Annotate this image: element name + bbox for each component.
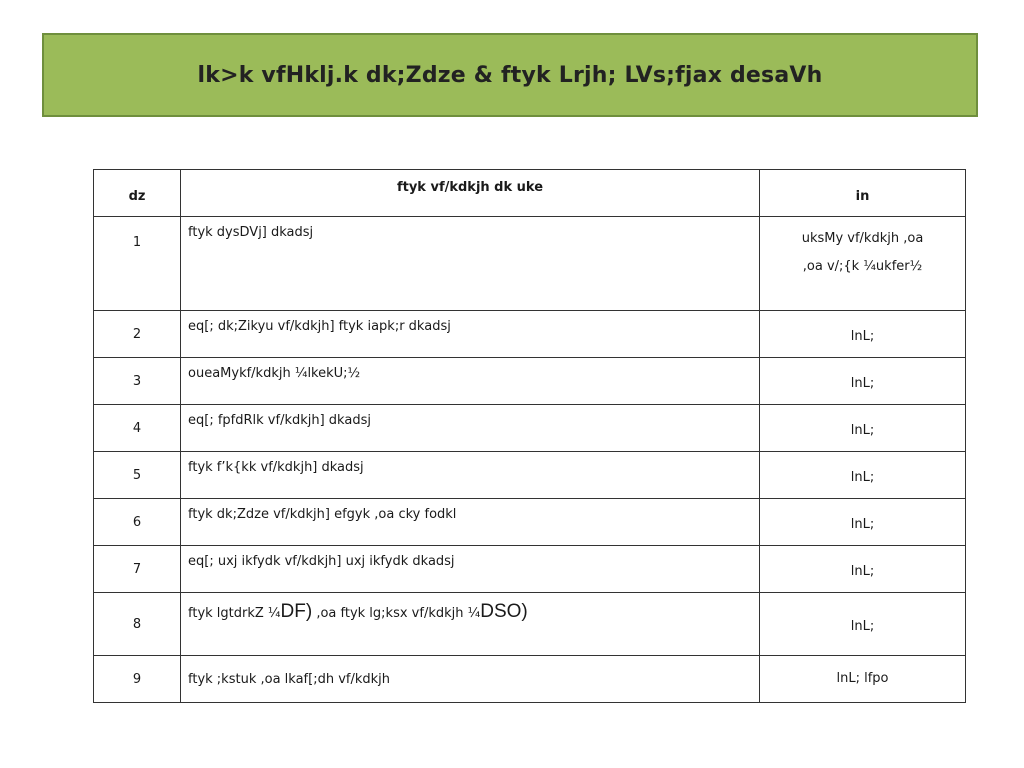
row-description-part: ,oa ftyk lg;ksx vf/kdkjh ¼ bbox=[312, 606, 481, 621]
table-row bbox=[94, 593, 966, 656]
row-post: lnL; bbox=[760, 546, 966, 593]
slide-title: lk>k vfHklj.k dk;Zdze & ftyk Lrjh; LVs;fjax desaVh bbox=[197, 62, 823, 88]
table-header-row bbox=[94, 170, 966, 217]
row-post: lnL; bbox=[760, 593, 966, 656]
row-post: lnL; lfpo bbox=[760, 656, 966, 703]
row-post-line: uksMy vf/kdkjh ,oa bbox=[801, 231, 924, 246]
table-row bbox=[94, 217, 966, 311]
title-banner bbox=[42, 33, 978, 117]
row-description: ftyk dk;Zdze vf/kdkjh] efgyk ,oa cky fodkl bbox=[181, 499, 760, 546]
table-row bbox=[94, 546, 966, 593]
row-post: lnL; bbox=[760, 405, 966, 452]
row-description-abbrev: DSO) bbox=[480, 601, 528, 622]
row-description: ftyk ;kstuk ,oa lkaf[;dh vf/kdkjh bbox=[181, 656, 760, 703]
row-description: ftyk f’k{kk vf/kdkjh] dkadsj bbox=[181, 452, 760, 499]
table-row bbox=[94, 358, 966, 405]
table-row bbox=[94, 311, 966, 358]
row-description: oueaMykf/kdkjh ¼lkekU;½ bbox=[181, 358, 760, 405]
row-post: lnL; bbox=[760, 499, 966, 546]
row-number: 6 bbox=[94, 499, 181, 546]
row-number: 5 bbox=[94, 452, 181, 499]
row-description: eq[; uxj ikfydk vf/kdkjh] uxj ikfydk dkadsj bbox=[181, 546, 760, 593]
table-row bbox=[94, 499, 966, 546]
table-row bbox=[94, 452, 966, 499]
row-number: 3 bbox=[94, 358, 181, 405]
row-post: lnL; bbox=[760, 311, 966, 358]
row-number: 7 bbox=[94, 546, 181, 593]
header-post: in bbox=[760, 170, 966, 217]
row-post: lnL; bbox=[760, 358, 966, 405]
officials-table bbox=[93, 169, 966, 703]
header-description: ftyk vf/kdkjh dk uke bbox=[181, 170, 760, 217]
row-description: eq[; fpfdRlk vf/kdkjh] dkadsj bbox=[181, 405, 760, 452]
row-description-abbrev: DF) bbox=[280, 601, 313, 622]
table-row bbox=[94, 656, 966, 703]
table-row bbox=[94, 405, 966, 452]
row-number: 1 bbox=[94, 217, 181, 311]
row-description: eq[; dk;Zikyu vf/kdkjh] ftyk iapk;r dkadsj bbox=[181, 311, 760, 358]
row-number: 9 bbox=[94, 656, 181, 703]
header-number: dz bbox=[94, 170, 181, 217]
row-number: 2 bbox=[94, 311, 181, 358]
row-post bbox=[760, 217, 966, 311]
row-post: lnL; bbox=[760, 452, 966, 499]
row-number: 8 bbox=[94, 593, 181, 656]
row-post-line: ,oa v/;{k ¼ukfer½ bbox=[802, 259, 923, 274]
row-description-part: ftyk lgtdrkZ ¼ bbox=[188, 606, 281, 621]
row-number: 4 bbox=[94, 405, 181, 452]
row-description bbox=[181, 593, 760, 656]
row-description: ftyk dysDVj] dkadsj bbox=[181, 217, 760, 311]
